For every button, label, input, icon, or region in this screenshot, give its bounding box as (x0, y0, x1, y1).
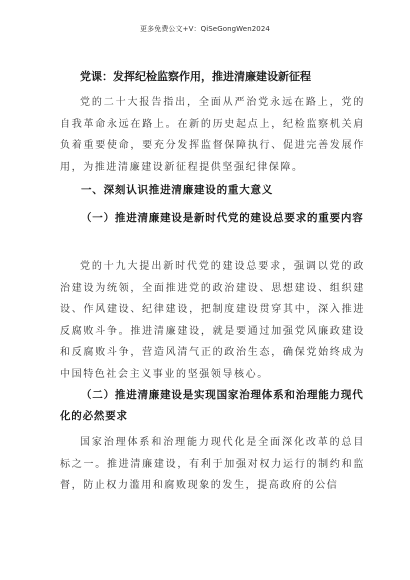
subsection-heading-1: （一）推进清廉建设是新时代党的建设总要求的重要内容 (81, 212, 364, 224)
section-heading-1: 一、深刻认识推进清廉建设的重大意义 (81, 184, 274, 196)
document-title: 党课：发挥纪检监察作用，推进清廉建设新征程 (80, 70, 311, 83)
paragraph-intro: 党的二十大报告指出，全面从严治党永远在路上，党的自我革命永远在路上。在新的历史起点上，纪检监察机关肩负着重要使命，要充分发挥监督保障执行、促进完善发展作用，为推进清廉建设新征程提供坚强纪律保障。 (60, 97, 365, 173)
header-note: 更多免费公文+V：QiSeGongWen2024 (140, 25, 270, 33)
paragraph-3: 国家治理体系和治理能力现代化是全面深化改革的总目标之一。推进清廉建设，有利于加强对权力运行的制约和监督，防止权力滥用和腐败现象的发生，提高政府的公信 (60, 437, 365, 491)
paragraph-2: 党的十九大提出新时代党的建设总要求，强调以党的政治建设为统领，全面推进党的政治建设、思想建设、组织建设、作风建设、纪律建设，把制度建设贯穿其中，深入推进反腐败斗争。推进清廉建设，就是要通过加强党风廉政建设和反腐败斗争，营造风清气正的政治生态，确保党始终成为中国特色社会主义事业的坚强领导核心。 (60, 261, 365, 380)
subsection-heading-2: （二）推进清廉建设是实现国家治理体系和治理能力现代化的必然要求 (60, 389, 364, 422)
